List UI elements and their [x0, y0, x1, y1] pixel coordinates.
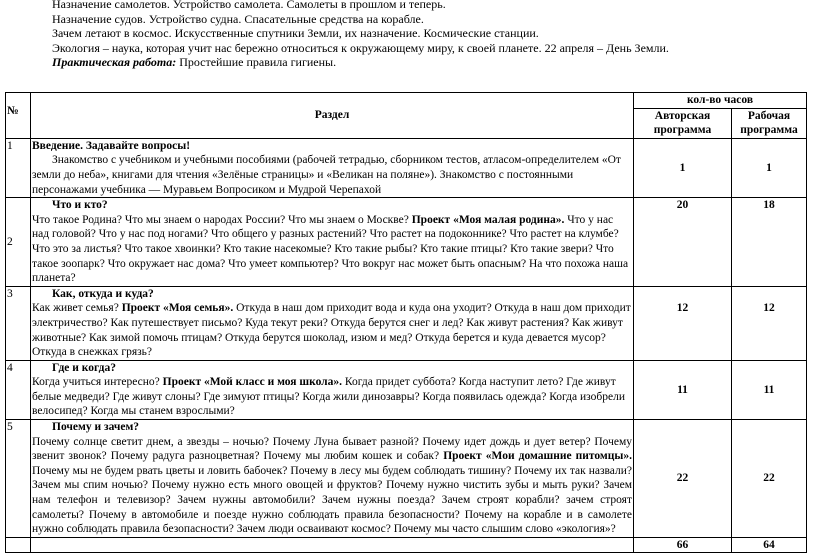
- row-content: [31, 198, 634, 287]
- row-content: [31, 286, 634, 360]
- intro-text: [52, 0, 792, 70]
- row-content: [31, 360, 634, 419]
- intro-line: Назначение судов. Устройство судна. Спасательные средства на корабле.: [52, 11, 424, 26]
- row-text-after: Что у нас над головой? Что у нас под ногами? Что общего у разных растений? Что растет на подоконнике? Что растет на клумбе? Что это за листья? Что такое хвоинки? Кто такие насекомые? Кто такие рыбы? Кто такие птицы? Кто такие звери? Что такое зоопарк? Что окружает нас дома? Что умеет компьютер? Что вокруг нас может быть опасным? На что похожа наша планета?: [32, 213, 629, 285]
- intro-line: Назначение самолетов. Устройство самолета. Самолеты в прошлом и теперь.: [52, 0, 446, 11]
- row-number: 4: [6, 360, 31, 419]
- total-num-cell: [6, 537, 31, 553]
- practical-work-text: Простейшие правила гигиены.: [176, 55, 337, 70]
- intro-line: Экология – наука, которая учит нас бережно относиться к окружающему миру, к своей планете. 22 апреля – День Земли.: [52, 40, 669, 55]
- row-title: Как, откуда и куда?: [52, 287, 154, 300]
- col-work-header: Рабочая программа: [732, 108, 807, 138]
- practical-work-label: Практическая работа:: [52, 55, 177, 70]
- table-row: [6, 198, 807, 287]
- table-row: [6, 420, 807, 538]
- row-text: [32, 213, 632, 286]
- row-text: [32, 153, 632, 197]
- header-row: [6, 93, 807, 109]
- table-row: [6, 286, 807, 360]
- work-hours: 1: [732, 138, 807, 197]
- row-text-before: Когда учиться интересно?: [32, 376, 163, 389]
- row-content: [31, 138, 634, 197]
- col-hours-header: кол-во часов: [634, 93, 807, 109]
- row-text-after: Когда придет суббота? Когда наступит лето? Где живут белые медведи? Где живут слоны? Где зимуют птицы? Когда жили динозавры? Когда появилась одежда? Когда изобрели велосипед? Когда мы станем взрослыми?: [32, 376, 625, 418]
- row-project: Проект «Мои домашние питомцы».: [443, 450, 632, 463]
- row-text-before: Как живет семья?: [32, 302, 122, 315]
- author-hours: 1: [634, 138, 732, 197]
- row-project: Проект «Моя семья».: [121, 302, 234, 315]
- work-hours: 18: [732, 198, 807, 287]
- work-hours: 12: [732, 286, 807, 360]
- total-author-hours: 66: [634, 537, 732, 553]
- total-row: [6, 537, 807, 553]
- row-number: 2: [6, 198, 31, 287]
- row-project: Проект «Моя малая родина».: [411, 213, 565, 226]
- author-hours: 20: [634, 198, 732, 287]
- row-text-before: Почему солнце светит днем, а звезды – ночью? Почему Луна бывает разной? Почему идет дождь и дует ветер? Почему звенит звонок? Почему радуга разноцветная? Почему мы любим кошек и собак?: [32, 435, 632, 463]
- intro-line: Зачем летают в космос. Искусственные спутники Земли, их назначение. Космические станции.: [52, 26, 539, 41]
- row-text-before: Знакомство с учебником и учебными пособиями (рабочей тетрадью, сборником тестов, атласом-определителем «От земли до неба», книгами для чтения «Зелёные страницы» и «Великан на поляне»). Знакомство с постоянными персонажами учебника — Муравьем Вопросиком и Мудрой Черепахой: [32, 154, 621, 196]
- total-work-hours: 64: [732, 537, 807, 553]
- row-number: 5: [6, 420, 31, 538]
- work-hours: 22: [732, 420, 807, 538]
- row-text: [32, 301, 632, 359]
- author-hours: 12: [634, 286, 732, 360]
- row-text: [32, 375, 632, 419]
- row-title: Что и кто?: [52, 199, 108, 212]
- row-text-before: Что такое Родина? Что мы знаем о народах России? Что мы знаем о Москве?: [32, 213, 412, 226]
- row-number: 1: [6, 138, 31, 197]
- row-title: Почему и зачем?: [52, 421, 140, 434]
- row-text: [32, 435, 632, 537]
- total-label-cell: [31, 537, 634, 553]
- col-section-header: Раздел: [31, 93, 634, 139]
- author-hours: 11: [634, 360, 732, 419]
- row-number: 3: [6, 286, 31, 360]
- author-hours: 22: [634, 420, 732, 538]
- col-num-header: №: [6, 93, 31, 139]
- curriculum-table: [5, 92, 807, 553]
- row-project: Проект «Мой класс и моя школа».: [162, 376, 343, 389]
- col-author-header: Авторская программа: [634, 108, 732, 138]
- row-title: Введение. Задавайте вопросы!: [32, 139, 191, 152]
- row-content: [31, 420, 634, 538]
- row-text-after: Откуда в наш дом приходит вода и куда она уходит? Откуда в наш дом приходит электричество? Как путешествует письмо? Куда текут реки? Откуда берутся снег и лед? Как живут растения? Как живут животные? Как зимой помочь птицам? Откуда берутся шоколад, изюм и мед? Откуда берется и куда девается мусор? Откуда в снежках грязь?: [32, 302, 631, 359]
- table-row: [6, 360, 807, 419]
- work-hours: 11: [732, 360, 807, 419]
- row-title: Где и когда?: [52, 361, 116, 374]
- practical-work-line: [52, 55, 792, 70]
- table-row: [6, 138, 807, 197]
- row-text-after: Почему мы не будем рвать цветы и ловить бабочек? Почему в лесу мы будем соблюдать тишину? Почему их так назвали? Зачем мы спим ночью? Почему нужно есть много овощей и фруктов? Почему нужно чистить зубы и мыть руки? Зачем нам телефон и телевизор? Зачем нужны автомобили? Зачем нужны поезда? Зачем строят корабли? зачем строят самолеты? Почему в автомобиле и поезде нужно соблюдать правила безопасности? Почему на корабле и в самолете нужно соблюдать правила безопасности? Зачем люди осваивают космос? Почему мы часто слышим слово «экология»?: [32, 464, 632, 536]
